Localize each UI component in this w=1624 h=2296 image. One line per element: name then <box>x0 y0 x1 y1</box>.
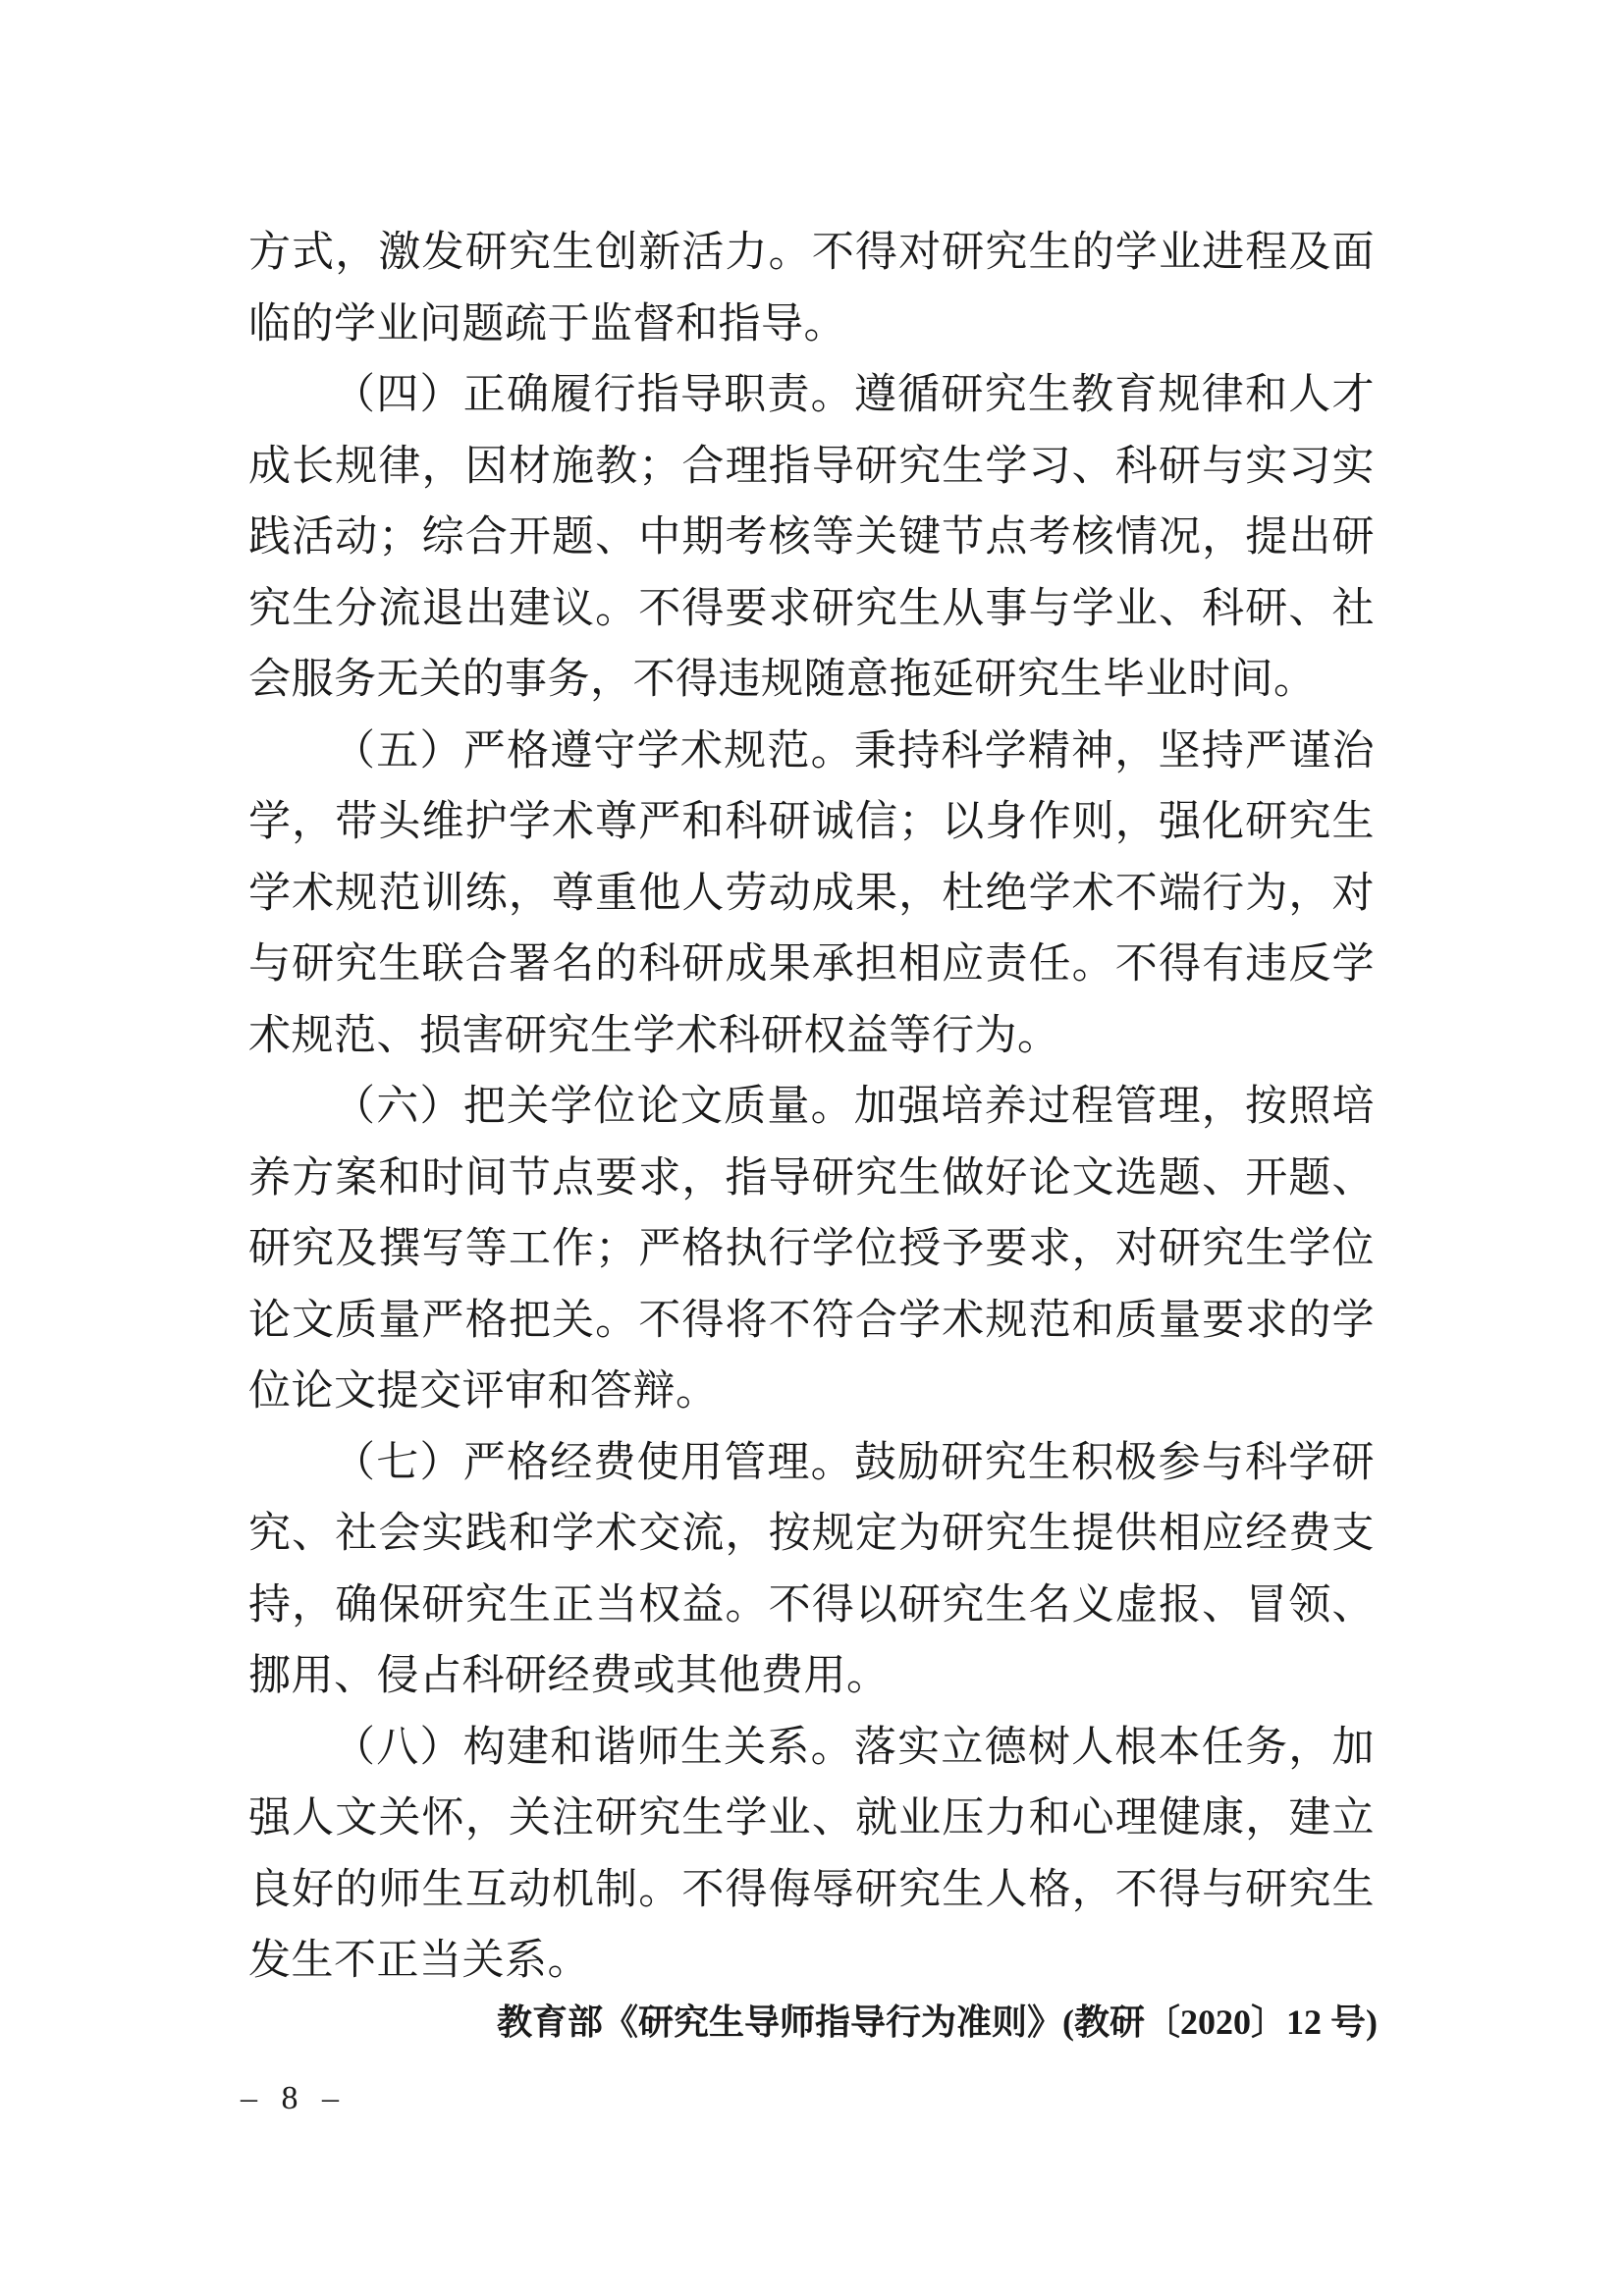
body-text-line: （四）正确履行指导职责。遵循研究生教育规律和人才 <box>333 372 1375 418</box>
body-text-line: 位论文提交评审和答辩。 <box>248 1368 719 1415</box>
body-text-line: 挪用、侵占科研经费或其他费用。 <box>248 1653 890 1699</box>
body-text-line: 持，确保研究生正当权益。不得以研究生名义虚报、冒领、 <box>248 1581 1375 1629</box>
body-text-line: 学，带头维护学术尊严和科研诚信；以身作则，强化研究生 <box>248 799 1375 845</box>
body-text-line: 论文质量严格把关。不得将不符合学术规范和质量要求的学 <box>248 1297 1375 1344</box>
body-text-line: 临的学业问题疏于监督和指导。 <box>248 300 846 347</box>
body-text-line: 养方案和时间节点要求，指导研究生做好论文选题、开题、 <box>248 1154 1375 1201</box>
body-text-line: 发生不正当关系。 <box>248 1938 590 1984</box>
body-text-line: 会服务无关的事务，不得违规随意拖延研究生毕业时间。 <box>248 657 1317 703</box>
body-text-line: （六）把关学位论文质量。加强培养过程管理，按照培 <box>333 1084 1375 1130</box>
body-text-line: 究生分流退出建议。不得要求研究生从事与学业、科研、社 <box>248 585 1375 632</box>
body-text-line: 学术规范训练，尊重他人劳动成果，杜绝学术不端行为，对 <box>248 870 1375 917</box>
body-text-line: 方式，激发研究生创新活力。不得对研究生的学业进程及面 <box>248 230 1375 276</box>
body-text-line: 术规范、损害研究生学术科研权益等行为。 <box>248 1012 1060 1059</box>
body-text-line: （五）严格遵守学术规范。秉持科学精神，坚持严谨治 <box>333 727 1375 774</box>
attribution-line: 教育部《研究生导师指导行为准则》(教研〔2020〕12 号) <box>497 2002 1378 2042</box>
body-text-line: 与研究生联合署名的科研成果承担相应责任。不得有违反学 <box>248 941 1375 988</box>
body-text-line: 践活动；综合开题、中期考核等关键节点考核情况，提出研 <box>248 514 1375 561</box>
body-text-line: 强人文关怀，关注研究生学业、就业压力和心理健康，建立 <box>248 1795 1375 1842</box>
body-text-line: （七）严格经费使用管理。鼓励研究生积极参与科学研 <box>333 1439 1375 1486</box>
body-text-line: 成长规律，因材施教；合理指导研究生学习、科研与实习实 <box>248 443 1375 490</box>
body-text-line: （八）构建和谐师生关系。落实立德树人根本任务，加 <box>333 1724 1375 1771</box>
body-text-line: 究、社会实践和学术交流，按规定为研究生提供相应经费支 <box>248 1511 1375 1557</box>
body-text-line: 良好的师生互动机制。不得侮辱研究生人格，不得与研究生 <box>248 1866 1375 1913</box>
page-number: – 8 – <box>241 2080 347 2116</box>
body-text-line: 研究及撰写等工作；严格执行学位授予要求，对研究生学位 <box>248 1226 1375 1272</box>
body-text-block <box>248 218 1375 1998</box>
